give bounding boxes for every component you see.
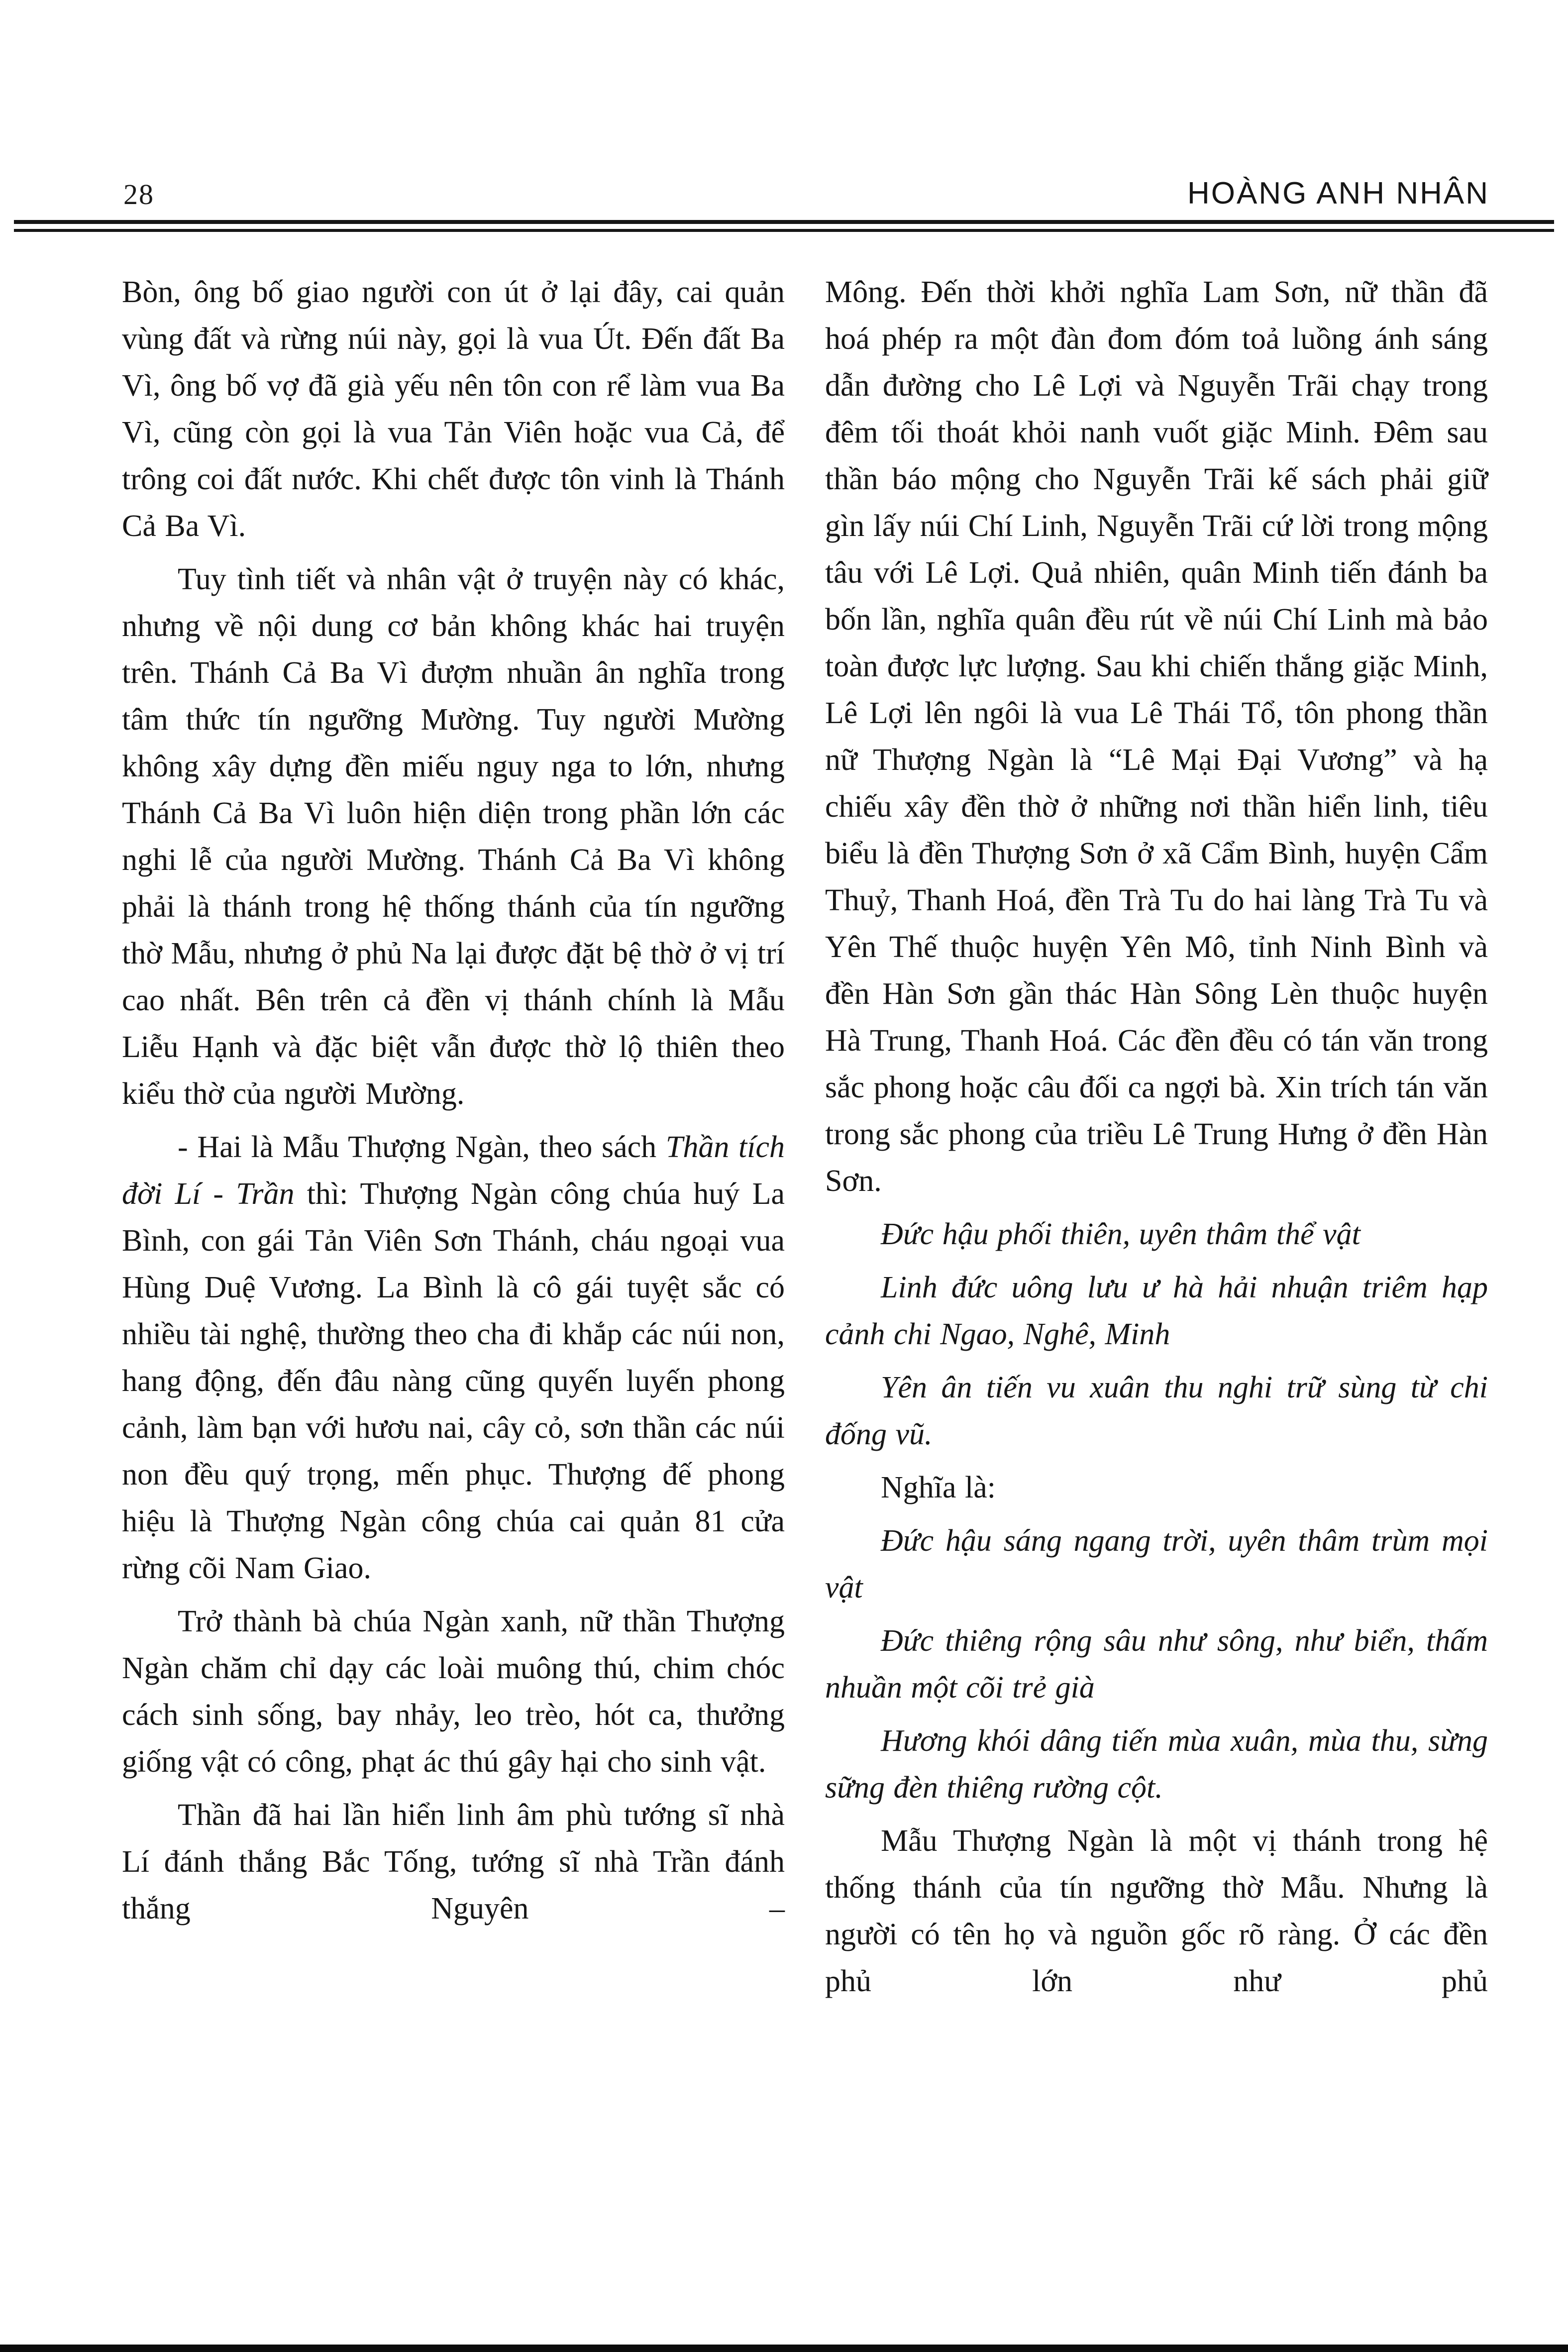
paragraph xyxy=(122,1124,785,1592)
text-segment: Nghĩa là: xyxy=(881,1471,996,1504)
header-rule-divider xyxy=(14,220,1554,232)
italic-text-segment: Đức hậu phối thiên, uyên thâm thể vật xyxy=(881,1217,1360,1251)
text-segment: Thần đã hai lần hiển linh âm phù tướng sĩ nhà Lí đánh thắng Bắc Tống, tướng sĩ nhà Trần đánh thắng Nguyên – xyxy=(122,1798,785,1925)
paragraph xyxy=(825,1211,1488,1258)
italic-text-segment: Đức thiêng rộng sâu như sông, như biển, thấm nhuần một cõi trẻ già xyxy=(825,1624,1488,1705)
italic-text-segment: Linh đức uông lưu ư hà hải nhuận triêm hạp cảnh chi Ngao, Nghê, Minh xyxy=(825,1271,1488,1351)
paragraph xyxy=(825,1817,1488,2005)
left-column xyxy=(122,269,785,1932)
paragraph xyxy=(825,1464,1488,1511)
paragraph xyxy=(122,1792,785,1932)
scan-edge-artifact xyxy=(0,2345,1568,2352)
paragraph xyxy=(825,1364,1488,1458)
text-segment: Bòn, ông bố giao người con út ở lại đây, cai quản vùng đất và rừng núi này, gọi là vua Út. Đến đất Ba Vì, ông bố vợ đã già yếu nên tôn con rể làm vua Ba Vì, cũng còn gọi là vua Tản Viên hoặc vua Cả, để trông coi đất nước. Khi chết được tôn vinh là Thánh Cả Ba Vì. xyxy=(122,275,785,543)
text-segment: thì: Thượng Ngàn công chúa huý La Bình, con gái Tản Viên Sơn Thánh, cháu ngoại vua Hùng Duệ Vương. La Bình là cô gái tuyệt sắc có nhiều tài nghệ, thường theo cha đi khắp các núi non, hang động, đến đâu nàng cũng quyến luyến phong cảnh, làm bạn với hươu nai, cây cỏ, sơn thần các núi non đều quý trọng, mến phục. Thượng đế phong hiệu là Thượng Ngàn công chúa cai quản 81 cửa rừng cõi Nam Giao. xyxy=(122,1177,785,1585)
text-segment: Mẫu Thượng Ngàn là một vị thánh trong hệ thống thánh của tín ngưỡng thờ Mẫu. Nhưng là người có tên họ và nguồn gốc rõ ràng. Ở các đền phủ lớn như phủ xyxy=(825,1824,1488,1998)
paragraph xyxy=(825,1517,1488,1611)
running-head-author: HOÀNG ANH NHÂN xyxy=(1187,176,1489,211)
paragraph xyxy=(825,1717,1488,1811)
paragraph xyxy=(122,556,785,1117)
italic-text-segment: Yên ân tiến vu xuân thu nghi trữ sùng từ chi đống vũ. xyxy=(825,1371,1488,1451)
text-segment: Mông. Đến thời khởi nghĩa Lam Sơn, nữ thần đã hoá phép ra một đàn đom đóm toả luồng ánh sáng dẫn đường cho Lê Lợi và Nguyễn Trãi chạy trong đêm tối thoát khỏi nanh vuốt giặc Minh. Đêm sau thần báo mộng cho Nguyễn Trãi kế sách phải giữ gìn lấy núi Chí Linh, Nguyễn Trãi cứ lời trong mộng tâu với Lê Lợi. Quả nhiên, quân Minh tiến đánh ba bốn lần, nghĩa quân đều rút về núi Chí Linh mà bảo toàn được lực lượng. Sau khi chiến thắng giặc Minh, Lê Lợi lên ngôi là vua Lê Thái Tổ, tôn phong thần nữ Thượng Ngàn là “Lê Mại Đại Vương” và hạ chiếu xây đền thờ ở những nơi thần hiển linh, tiêu biểu là đền Thượng Sơn ở xã Cẩm Bình, huyện Cẩm Thuỷ, Thanh Hoá, đền Trà Tu do hai làng Trà Tu và Yên Thế thuộc huyện Yên Mô, tỉnh Ninh Bình và đền Hàn Sơn gần thác Hàn Sông Lèn thuộc huyện Hà Trung, Thanh Hoá. Các đền đều có tán văn trong sắc phong hoặc câu đối ca ngợi bà. Xin trích tán văn trong sắc phong của triều Lê Trung Hưng ở đền Hàn Sơn. xyxy=(825,275,1488,1198)
italic-text-segment: Thần tích đời Lí - Trần xyxy=(122,1130,785,1211)
paragraph xyxy=(122,1598,785,1785)
italic-text-segment: Hương khói dâng tiến mùa xuân, mùa thu, sừng sững đèn thiêng rường cột. xyxy=(825,1724,1488,1805)
italic-text-segment: Đức hậu sáng ngang trời, uyên thâm trùm mọi vật xyxy=(825,1524,1488,1604)
right-column xyxy=(825,269,1488,2005)
text-segment: - Hai là Mẫu Thượng Ngàn, theo sách xyxy=(178,1130,666,1164)
paragraph xyxy=(122,269,785,549)
paragraph xyxy=(825,1264,1488,1358)
text-segment: Trở thành bà chúa Ngàn xanh, nữ thần Thượng Ngàn chăm chỉ dạy các loài muông thú, chim chóc cách sinh sống, bay nhảy, leo trèo, hót ca, thưởng giống vật có công, phạt ác thú gây hại cho sinh vật. xyxy=(122,1604,785,1779)
paragraph xyxy=(825,269,1488,1204)
page-number: 28 xyxy=(123,178,154,211)
text-segment: Tuy tình tiết và nhân vật ở truyện này có khác, nhưng về nội dung cơ bản không khác hai truyện trên. Thánh Cả Ba Vì đượm nhuần ân nghĩa trong tâm thức tín ngưỡng Mường. Tuy người Mường không xây dựng đền miếu nguy nga to lớn, nhưng Thánh Cả Ba Vì luôn hiện diện trong phần lớn các nghi lễ của người Mường. Thánh Cả Ba Vì không phải là thánh trong hệ thống thánh của tín ngưỡng thờ Mẫu, nhưng ở phủ Na lại được đặt bệ thờ ở vị trí cao nhất. Bên trên cả đền vị thánh chính là Mẫu Liễu Hạnh và đặc biệt vẫn được thờ lộ thiên theo kiểu thờ của người Mường. xyxy=(122,562,785,1111)
paragraph xyxy=(825,1617,1488,1711)
